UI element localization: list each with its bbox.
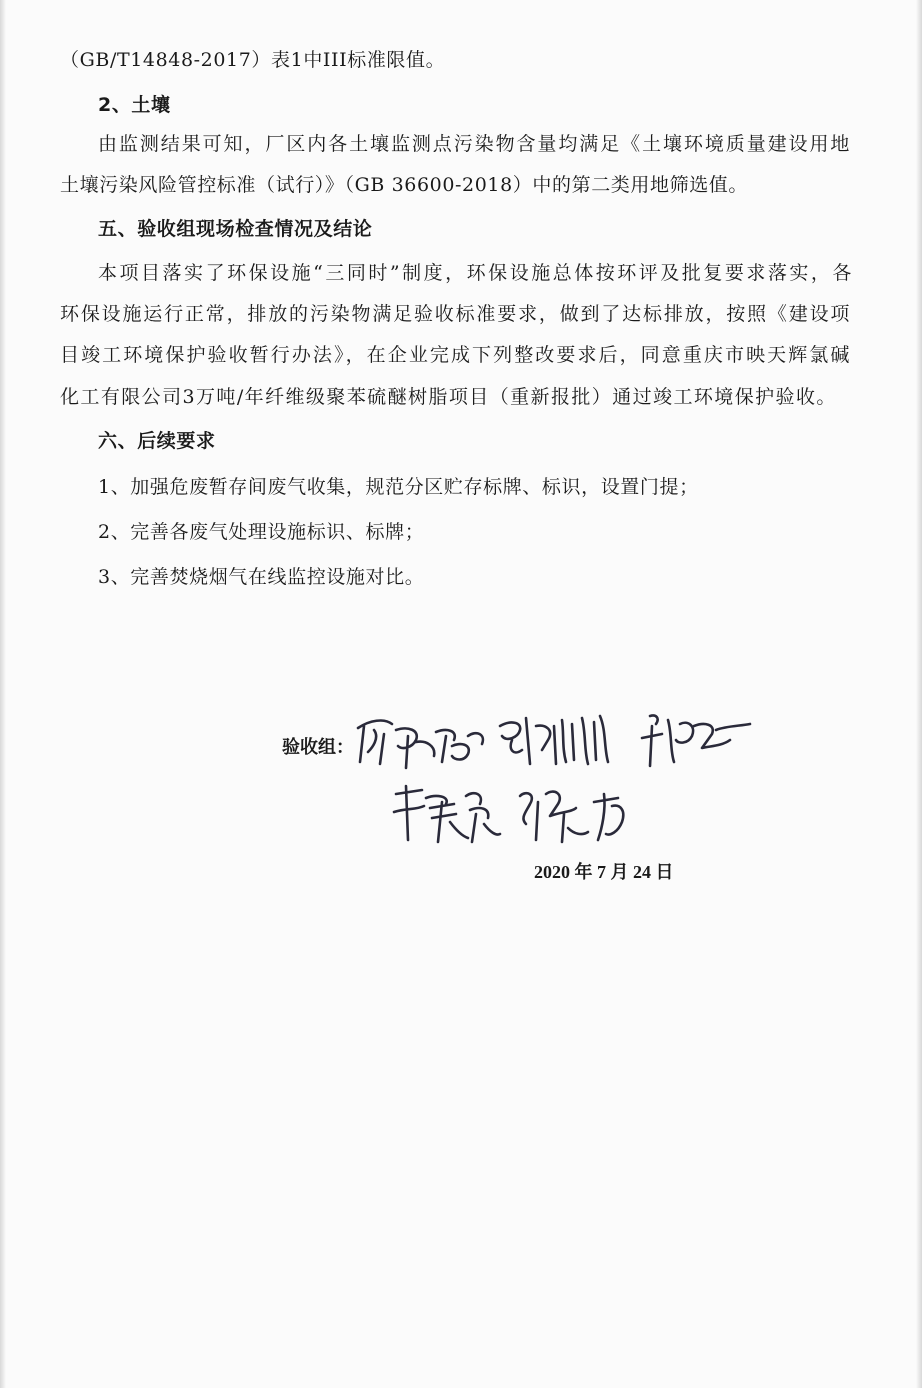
signature-label: 验收组： <box>282 737 354 758</box>
list-item-requirement-2: 2、完善各废气处理设施标识、标牌； <box>98 521 425 543</box>
signature-2 <box>500 716 608 764</box>
text-line-conclusion-4: 化工有限公司3万吨/年纤维级聚苯硫醚树脂项目（重新报批）通过竣工环境保护验收。 <box>60 386 836 408</box>
text-line-conclusion-2: 环保设施运行正常，排放的污染物满足验收标准要求，做到了达标排放，按照《建设项 <box>60 303 850 325</box>
signature-5 <box>520 792 623 842</box>
text-line-conclusion-1: 本项目落实了环保设施“三同时”制度，环保设施总体按环评及批复要求落实，各 <box>98 262 852 284</box>
handwritten-signatures <box>350 690 790 860</box>
text-line-soil-2: 土壤污染风险管控标准（试行）》（GB 36600-2018）中的第二类用地筛选值。 <box>60 174 748 196</box>
list-item-requirement-3: 3、完善焚烧烟气在线监控设施对比。 <box>98 566 425 588</box>
signature-3 <box>642 715 750 766</box>
page-edge-left <box>0 0 6 1388</box>
signature-1 <box>358 721 483 768</box>
list-item-requirement-1: 1、加强危废暂存间废气收集，规范分区贮存标牌、标识，设置门提； <box>98 476 699 498</box>
page-edge-right <box>916 0 922 1388</box>
text-line-standard-ref: （GB/T14848-2017）表1中III标准限值。 <box>60 49 446 71</box>
heading-soil: 2、土壤 <box>98 94 171 116</box>
text-line-conclusion-3: 目竣工环境保护验收暂行办法》，在企业完成下列整改要求后，同意重庆市映天辉氯碱 <box>60 344 850 366</box>
heading-section-6: 六、后续要求 <box>98 430 216 452</box>
signature-4 <box>394 786 500 842</box>
document-date: 2020 年 7 月 24 日 <box>534 862 674 882</box>
heading-section-5: 五、验收组现场检查情况及结论 <box>98 218 373 240</box>
text-line-soil-1: 由监测结果可知，厂区内各土壤监测点污染物含量均满足《土壤环境质量建设用地 <box>98 133 850 155</box>
